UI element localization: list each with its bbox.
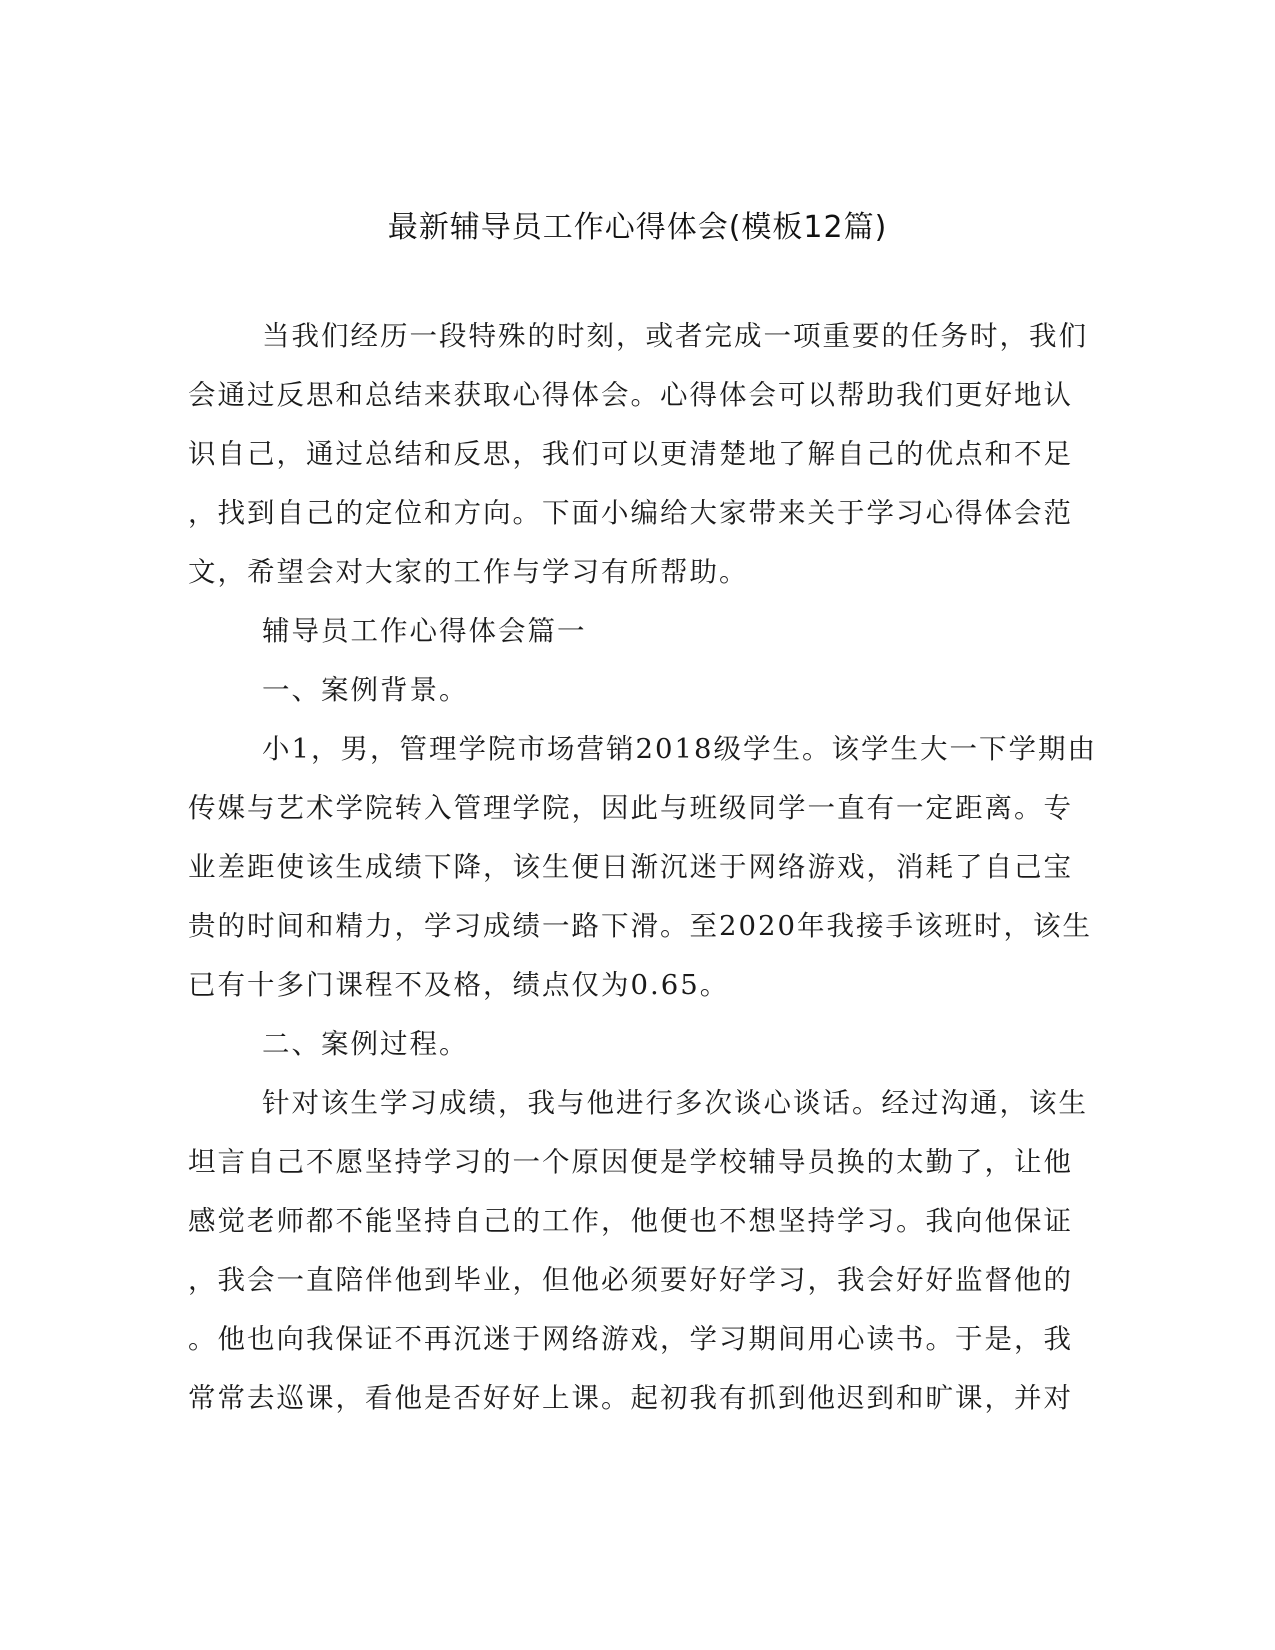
paragraph-line: 传媒与艺术学院转入管理学院，因此与班级同学一直有一定距离。专 [188, 792, 1073, 824]
paragraph-line: ，我会一直陪伴他到毕业，但他必须要好好学习，我会好好监督他的 [188, 1264, 1073, 1296]
paragraph-line: 文，希望会对大家的工作与学习有所帮助。 [188, 556, 749, 588]
paragraph-line: 针对该生学习成绩，我与他进行多次谈心谈话。经过沟通，该生 [262, 1087, 1088, 1119]
section-heading: 辅导员工作心得体会篇一 [262, 615, 587, 647]
paragraph-line: 业差距使该生成绩下降，该生便日渐沉迷于网络游戏，消耗了自己宝 [188, 851, 1073, 883]
paragraph-line: 常常去巡课，看他是否好好上课。起初我有抓到他迟到和旷课，并对 [188, 1382, 1073, 1414]
paragraph-line: 。他也向我保证不再沉迷于网络游戏，学习期间用心读书。于是，我 [188, 1323, 1073, 1355]
subsection-heading: 二、案例过程。 [262, 1028, 469, 1060]
paragraph-line: 识自己，通过总结和反思，我们可以更清楚地了解自己的优点和不足 [188, 438, 1073, 470]
subsection-heading: 一、案例背景。 [262, 674, 469, 706]
paragraph-line: ，找到自己的定位和方向。下面小编给大家带来关于学习心得体会范 [188, 497, 1073, 529]
paragraph-line: 已有十多门课程不及格，绩点仅为0.65。 [188, 969, 730, 1001]
paragraph-line: 小1，男，管理学院市场营销2018级学生。该学生大一下学期由 [262, 733, 1097, 765]
paragraph-line: 感觉老师都不能坚持自己的工作，他便也不想坚持学习。我向他保证 [188, 1205, 1073, 1237]
paragraph-line: 坦言自己不愿坚持学习的一个原因便是学校辅导员换的太勤了，让他 [188, 1146, 1073, 1178]
paragraph-line: 贵的时间和精力，学习成绩一路下滑。至2020年我接手该班时，该生 [188, 910, 1092, 942]
paragraph-line: 会通过反思和总结来获取心得体会。心得体会可以帮助我们更好地认 [188, 379, 1073, 411]
document-title: 最新辅导员工作心得体会(模板12篇) [387, 210, 888, 245]
paragraph-line: 当我们经历一段特殊的时刻，或者完成一项重要的任务时，我们 [262, 320, 1088, 352]
